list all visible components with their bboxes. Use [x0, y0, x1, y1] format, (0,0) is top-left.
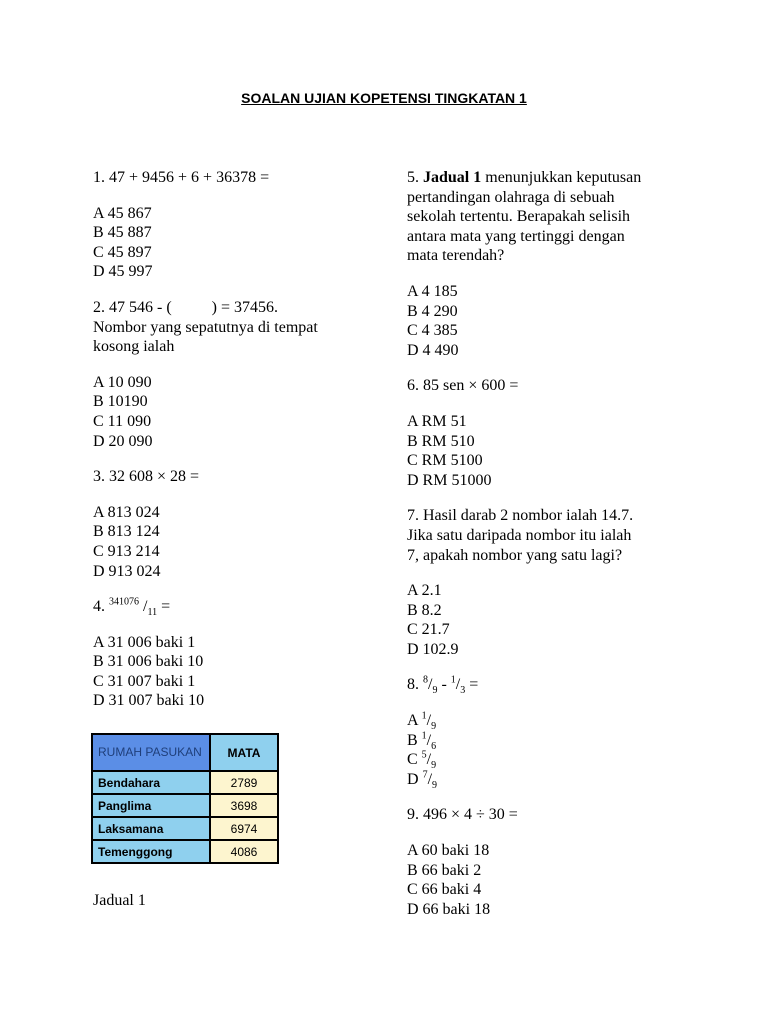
q3-option-d: D 913 024 — [93, 562, 161, 580]
question-5-line-3: sekolah tertentu. Berapakah selisih — [407, 208, 631, 226]
q5-option-b: B 4 290 — [407, 302, 458, 320]
page-title: SOALAN UJIAN KOPETENSI TINGKATAN 1 — [241, 90, 527, 106]
score-table — [91, 733, 279, 864]
q8-suffix: = — [465, 676, 479, 694]
table-row — [92, 771, 278, 794]
question-3-text: 3. 32 608 × 28 = — [93, 468, 200, 486]
q4-denominator: 11 — [147, 607, 158, 619]
option-numerator: 1 — [421, 730, 427, 742]
question-5-line-1 — [407, 168, 697, 188]
q5-table-reference: Jadual 1 — [423, 169, 482, 186]
question-8-text: 8. $^8/_9 - ^1/_3$ = — [407, 675, 479, 697]
q1-option-a: A 45 867 — [93, 204, 152, 222]
option-numerator: 1 — [421, 710, 427, 722]
header-score: MATA — [210, 734, 278, 771]
question-9-text: 9. 496 × 4 ÷ 30 = — [407, 806, 518, 824]
question-7-line-1: 7. Hasil darab 2 nombor ialah 14.7. — [407, 507, 634, 525]
house-name: Temenggong — [92, 840, 210, 863]
option-letter: C — [407, 751, 422, 769]
q9-option-c: C 66 baki 4 — [407, 881, 482, 899]
q6-option-b: B RM 510 — [407, 432, 475, 450]
question-2-line-1: 2. 47 546 - ( ) = 37456. — [93, 298, 279, 316]
q9-option-d: D 66 baki 18 — [407, 900, 491, 918]
q8-minus: - — [437, 676, 451, 694]
question-5-line-2: pertandingan olahraga di sebuah — [407, 188, 615, 206]
q1-option-b: B 45 887 — [93, 224, 152, 242]
option-denominator: 9 — [432, 780, 438, 792]
q5-number: 5. — [407, 169, 423, 186]
q3-option-b: B 813 124 — [93, 523, 160, 541]
option-numerator: 7 — [422, 769, 428, 781]
option-letter: A — [407, 712, 422, 730]
question-5 — [407, 168, 697, 360]
q7-option-a: A 2.1 — [407, 582, 442, 600]
left-column — [93, 168, 363, 711]
option-numerator: 5 — [421, 749, 427, 761]
question-1-text: 1. 47 + 9456 + 6 + 36378 = — [93, 169, 270, 186]
q3-option-c: C 913 214 — [93, 542, 160, 560]
q8-option-a: A $^1/_9$ — [407, 710, 437, 733]
question-8 — [407, 675, 697, 792]
q4-option-b: B 31 006 baki 10 — [93, 653, 204, 671]
house-score: 2789 — [210, 771, 278, 794]
house-score: 6974 — [210, 817, 278, 840]
house-score: 3698 — [210, 794, 278, 817]
q8-fraction-1-numerator: 8 — [423, 675, 428, 687]
q2-option-a: A 10 090 — [93, 373, 152, 391]
question-7-line-3: 7, apakah nombor yang satu lagi? — [407, 546, 623, 564]
q5-option-c: C 4 385 — [407, 322, 458, 340]
q8-fraction-2-numerator: 1 — [450, 675, 456, 687]
q8-option-d: D $^7/_9$ — [407, 769, 438, 792]
q1-option-c: C 45 897 — [93, 243, 152, 261]
option-denominator: 9 — [431, 760, 437, 772]
q5-line1-rest: menunjukkan keputusan — [481, 169, 642, 186]
question-5-line-4: antara mata yang tertinggi dengan — [407, 227, 625, 245]
option-denominator: 6 — [431, 740, 437, 752]
q2-option-b: B 10190 — [93, 393, 148, 411]
house-name: Laksamana — [92, 817, 210, 840]
q4-suffix: = — [157, 598, 171, 616]
table-row — [92, 817, 278, 840]
q4-numerator: 341076 — [109, 596, 139, 608]
question-4 — [93, 597, 363, 711]
q6-option-c: C RM 5100 — [407, 452, 483, 470]
q2-option-d: D 20 090 — [93, 432, 153, 450]
header-house: RUMAH PASUKAN — [92, 734, 210, 771]
house-name: Panglima — [92, 794, 210, 817]
question-1 — [93, 168, 363, 282]
q4-slash: / — [139, 598, 148, 616]
q2-option-c: C 11 090 — [93, 412, 152, 430]
question-2 — [93, 298, 363, 451]
question-4-text — [93, 597, 363, 617]
q5-option-d: D 4 490 — [407, 341, 459, 359]
house-name: Bendahara — [92, 771, 210, 794]
q8-option-c: C $^5/_9$ — [407, 749, 437, 772]
option-letter: D — [407, 770, 423, 788]
question-2-line-3: kosong ialah — [93, 338, 175, 356]
q9-option-a: A 60 baki 18 — [407, 842, 490, 860]
option-letter: B — [407, 731, 422, 749]
question-7-line-2: Jika satu daripada nombor itu ialah — [407, 526, 632, 544]
question-5-line-5: mata terendah? — [407, 247, 505, 265]
q4-option-d: D 31 007 baki 10 — [93, 692, 205, 710]
q7-option-b: B 8.2 — [407, 601, 442, 619]
right-column — [407, 168, 697, 919]
q5-option-a: A 4 185 — [407, 282, 458, 300]
table-header-row — [92, 734, 278, 771]
house-score: 4086 — [210, 840, 278, 863]
q4-option-c: C 31 007 baki 1 — [93, 672, 196, 690]
question-6-text: 6. 85 sen × 600 = — [407, 377, 519, 395]
table-row — [92, 794, 278, 817]
question-6 — [407, 376, 697, 490]
option-denominator: 9 — [431, 721, 437, 733]
q4-option-a: A 31 006 baki 1 — [93, 633, 196, 651]
table-caption: Jadual 1 — [93, 892, 146, 909]
q8-fraction-1-denominator: 9 — [432, 685, 438, 697]
q8-prefix: 8. — [407, 676, 423, 694]
q8-option-b: B $^1/_6$ — [407, 730, 437, 752]
q9-option-b: B 66 baki 2 — [407, 861, 482, 879]
q6-option-d: D RM 51000 — [407, 471, 492, 489]
question-3 — [93, 467, 363, 581]
q7-option-c: C 21.7 — [407, 621, 450, 639]
q4-prefix: 4. — [93, 598, 109, 616]
q3-option-a: A 813 024 — [93, 503, 160, 521]
q7-option-d: D 102.9 — [407, 640, 459, 658]
question-9 — [407, 805, 697, 919]
question-7 — [407, 506, 697, 659]
table-row — [92, 840, 278, 863]
question-2-line-2: Nombor yang sepatutnya di tempat — [93, 318, 318, 336]
q1-option-d: D 45 997 — [93, 263, 153, 281]
q6-option-a: A RM 51 — [407, 412, 467, 430]
q8-fraction-2-denominator: 3 — [460, 685, 466, 697]
